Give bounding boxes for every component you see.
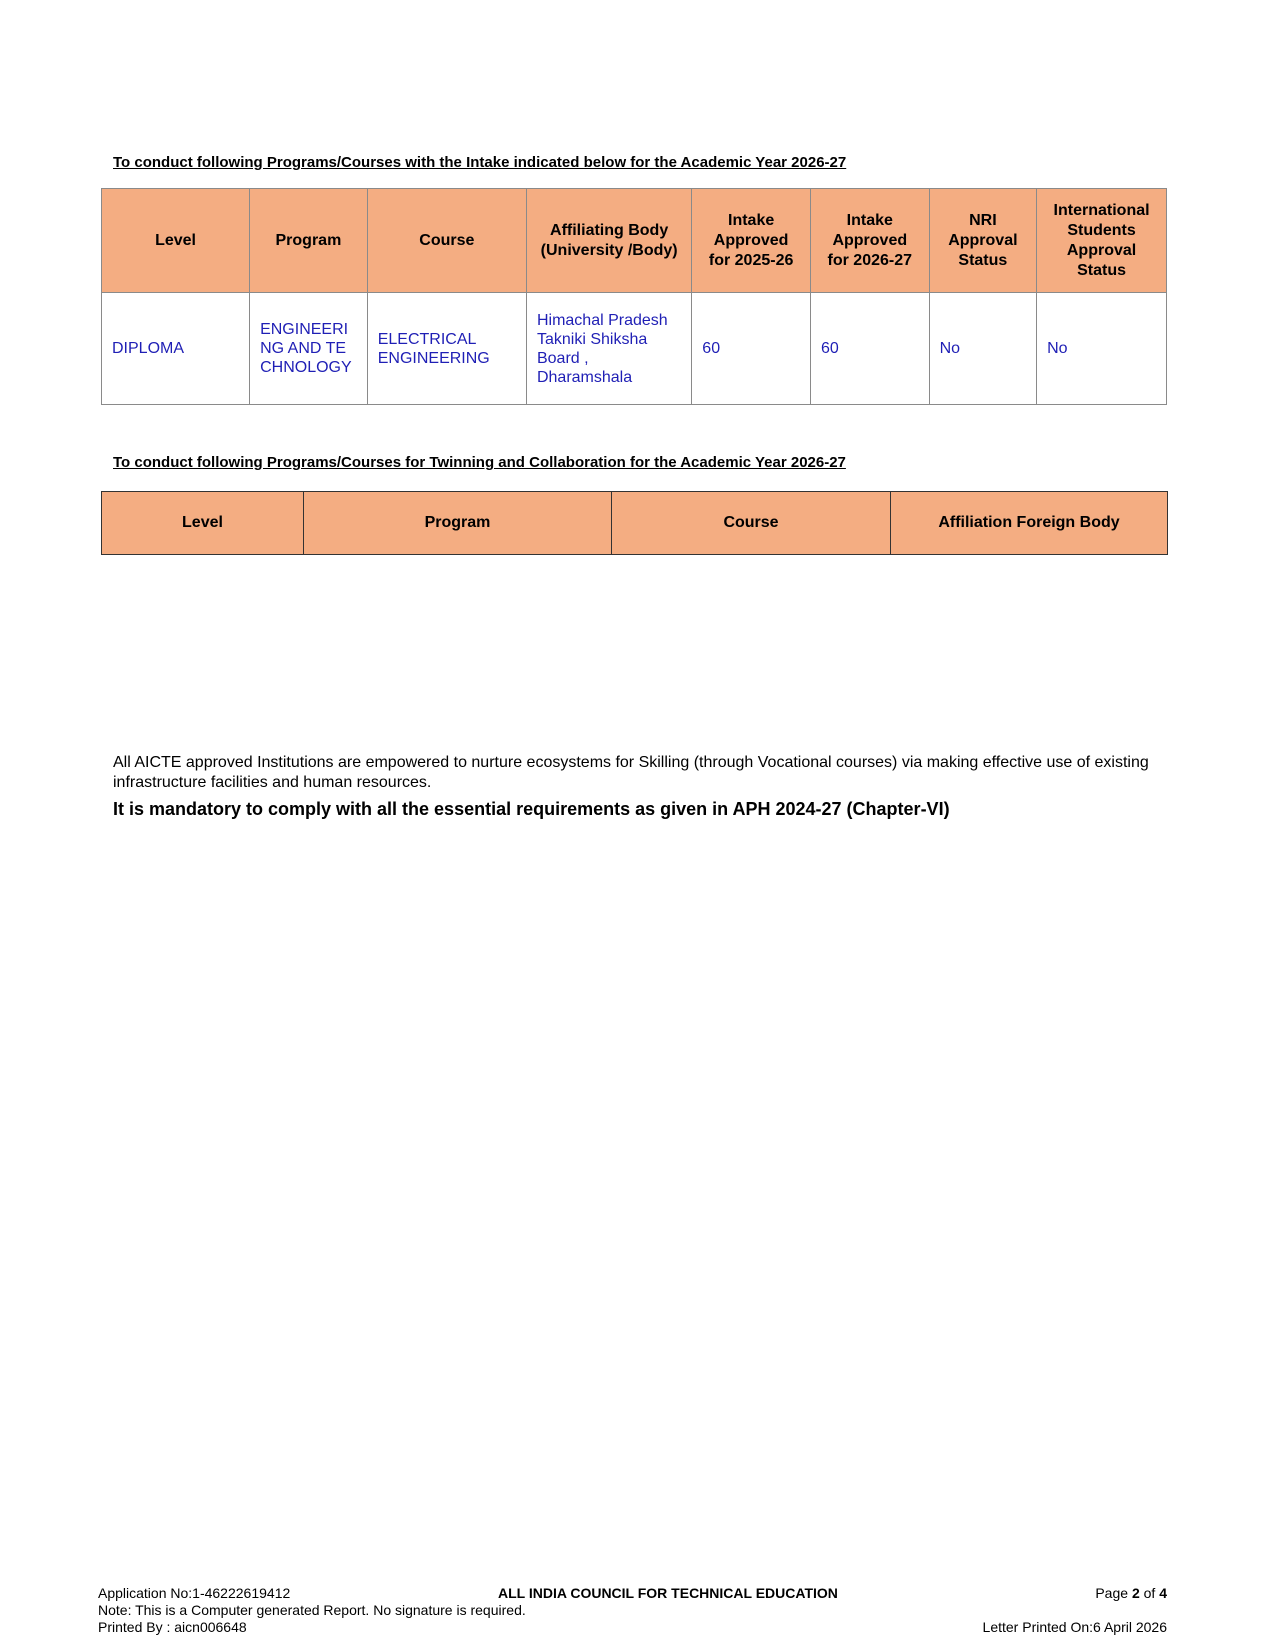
page-total: 4	[1159, 1585, 1167, 1601]
header-nri-status: NRI Approval Status	[929, 189, 1037, 293]
header-affiliating-body: Affiliating Body (University /Body)	[526, 189, 691, 293]
cell-level: DIPLOMA	[102, 293, 250, 405]
skilling-note: All AICTE approved Institutions are empowered to nurture ecosystems for Skilling (through Vocational courses) via making effective use of existing infrastructure facilities and human resources.	[113, 754, 1149, 791]
cell-intake-2026-27: 60	[810, 293, 929, 405]
intake-table-header-row	[102, 189, 1167, 293]
cell-nri-status: No	[929, 293, 1037, 405]
twinning-table-header-row	[102, 492, 1168, 555]
cell-affiliating-body: Himachal Pradesh Takniki Shiksha Board , Dharamshala	[526, 293, 691, 405]
page-label: Page	[1095, 1585, 1129, 1601]
header-course: Course	[612, 492, 891, 555]
intake-table	[101, 188, 1167, 405]
header-affiliation-foreign-body: Affiliation Foreign Body	[891, 492, 1168, 555]
page-of: of	[1143, 1585, 1156, 1601]
header-level: Level	[102, 492, 304, 555]
cell-program: ENGINEERING AND TECHNOLOGY	[250, 293, 368, 405]
application-number: Application No:1-46222619412	[98, 1585, 291, 1601]
header-intake-2026-27: Intake Approved for 2026-27	[810, 189, 929, 293]
council-name: ALL INDIA COUNCIL FOR TECHNICAL EDUCATION	[498, 1585, 838, 1601]
section2-heading: To conduct following Programs/Courses for Twinning and Collaboration for the Academic Year 2026-27	[113, 454, 846, 471]
twinning-table	[101, 491, 1168, 555]
section1-heading: To conduct following Programs/Courses with the Intake indicated below for the Academic Year 2026-27	[113, 154, 847, 171]
header-level: Level	[102, 189, 250, 293]
header-intake-2025-26: Intake Approved for 2025-26	[692, 189, 811, 293]
cell-course: ELECTRICAL ENGINEERING	[367, 293, 526, 405]
printed-on: Letter Printed On:6 April 2026	[982, 1619, 1167, 1635]
table-row	[102, 293, 1167, 405]
mandatory-note: It is mandatory to comply with all the essential requirements as given in APH 2024-27 (Chapter-VI)	[113, 799, 950, 819]
header-course: Course	[367, 189, 526, 293]
header-program: Program	[304, 492, 612, 555]
page-current: 2	[1131, 1585, 1140, 1601]
computer-generated-note: Note: This is a Computer generated Report. No signature is required.	[98, 1602, 526, 1618]
page-indicator	[1095, 1585, 1167, 1601]
printed-by: Printed By : aicn006648	[98, 1619, 247, 1635]
header-international-status: International Students Approval Status	[1037, 189, 1167, 293]
cell-intake-2025-26: 60	[692, 293, 811, 405]
cell-international-status: No	[1037, 293, 1167, 405]
header-program: Program	[250, 189, 368, 293]
